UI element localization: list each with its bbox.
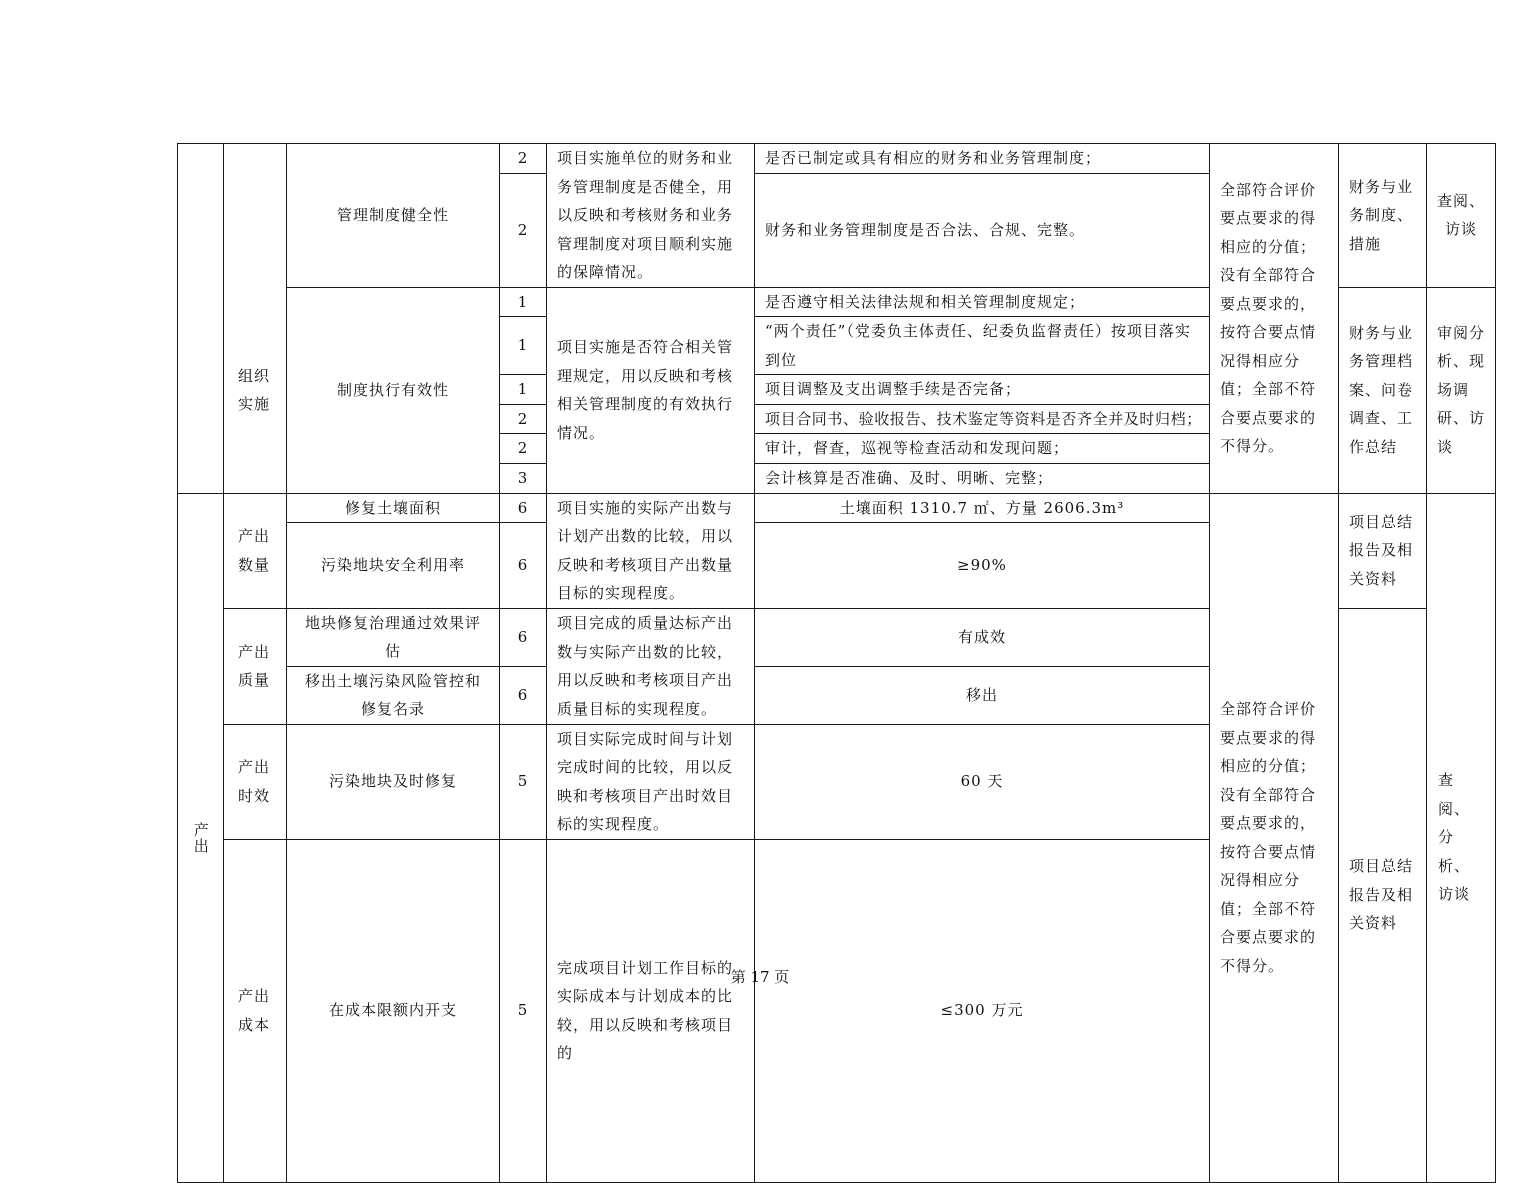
method-cell: 查阅、访谈 [1427,144,1496,288]
point-cell: 财务和业务管理制度是否合法、合规、完整。 [755,173,1210,287]
indicator-cell: 地块修复治理通过效果评估 [287,608,500,666]
explain-cell: 完成项目计划工作目标的实际成本与计划成本的比较，用以反映和考核项目的 [547,839,755,1182]
score-cell: 5 [500,839,547,1182]
score-cell: 5 [500,724,547,839]
score-cell: 2 [500,144,547,174]
source-cell: 财务与业务制度、措施 [1339,144,1427,288]
subcategory-cell [224,144,287,494]
indicator-cell: 移出土壤污染风险管控和修复名录 [287,666,500,724]
score-cell: 1 [500,317,547,375]
table-row [178,144,1496,174]
point-cell: ≥90% [755,523,1210,608]
subcategory-cell [224,724,287,839]
explain-cell: 项目实施的实际产出数与计划产出数的比较，用以反映和考核项目产出数量目标的实现程度。 [547,493,755,608]
score-cell: 2 [500,173,547,287]
method-cell: 审阅分析、现场调研、访谈 [1427,287,1496,493]
evaluation-table [177,143,1496,1183]
subcategory-cell [224,493,287,608]
score-cell: 2 [500,434,547,464]
explain-cell: 项目实施是否符合相关管理规定，用以反映和考核相关管理制度的有效执行情况。 [547,287,755,493]
point-cell: 土壤面积 1310.7 ㎡、方量 2606.3m³ [755,493,1210,523]
subcategory-label: 产出时效 [238,758,271,805]
score-cell: 1 [500,287,547,317]
point-cell: 会计核算是否准确、及时、明晰、完整； [755,463,1210,493]
score-cell: 6 [500,493,547,523]
indicator-cell: 管理制度健全性 [287,144,500,288]
point-cell: 是否已制定或具有相应的财务和业务管理制度； [755,144,1210,174]
score-cell: 6 [500,608,547,666]
subcategory-cell [224,608,287,724]
point-cell: 有成效 [755,608,1210,666]
subcategory-cell [224,839,287,1182]
score-cell: 2 [500,404,547,434]
indicator-cell: 修复土壤面积 [287,493,500,523]
method-cell [1427,493,1496,1182]
category-cell: 产出 [178,493,224,1182]
source-cell: 项目总结报告及相关资料 [1339,493,1427,608]
standard-cell: 全部符合评价要点要求的得相应的分值；没有全部符合要点要求的，按符合要点情况得相应分值；全部不符合要点要求的不得分。 [1210,144,1339,494]
indicator-cell: 在成本限额内开支 [287,839,500,1182]
explain-cell: 项目完成的质量达标产出数与实际产出数的比较，用以反映和考核项目产出质量目标的实现程度。 [547,608,755,724]
indicator-cell: 污染地块及时修复 [287,724,500,839]
page-number: 第 17 页 [730,968,790,986]
explain-cell: 项目实施单位的财务和业务管理制度是否健全，用以反映和考核财务和业务管理制度对项目顺利实施的保障情况。 [547,144,755,288]
point-cell: ≤300 万元 [755,839,1210,1182]
standard-cell: 全部符合评价要点要求的得相应的分值；没有全部符合要点要求的，按符合要点情况得相应分值；全部不符合要点要求的不得分。 [1210,493,1339,1182]
score-cell: 6 [500,523,547,608]
point-cell: 是否遵守相关法律法规和相关管理制度规定； [755,287,1210,317]
indicator-cell: 制度执行有效性 [287,287,500,493]
point-cell: 项目合同书、验收报告、技术鉴定等资料是否齐全并及时归档； [755,404,1210,434]
point-cell: 项目调整及支出调整手续是否完备； [755,375,1210,405]
category-cell [178,144,224,494]
point-cell: 60 天 [755,724,1210,839]
subcategory-label: 组织实施 [238,366,271,414]
method-label: 查阅、分析、访谈 [1438,771,1471,904]
score-cell: 1 [500,375,547,405]
source-cell: 财务与业务管理档案、问卷调查、工作总结 [1339,287,1427,493]
subcategory-label: 产出成本 [238,987,271,1034]
point-cell: “两个责任”（党委负主体责任、纪委负监督责任）按项目落实到位 [755,317,1210,375]
explain-cell: 项目实际完成时间与计划完成时间的比较，用以反映和考核项目产出时效目标的实现程度。 [547,724,755,839]
source-cell: 项目总结报告及相关资料 [1339,608,1427,1182]
indicator-cell: 污染地块安全利用率 [287,523,500,608]
subcategory-label: 产出质量 [238,642,271,689]
point-cell: 移出 [755,666,1210,724]
point-cell: 审计，督查，巡视等检查活动和发现问题； [755,434,1210,464]
table-row [178,493,1496,523]
score-cell: 3 [500,463,547,493]
score-cell: 6 [500,666,547,724]
subcategory-label: 产出数量 [238,527,271,574]
